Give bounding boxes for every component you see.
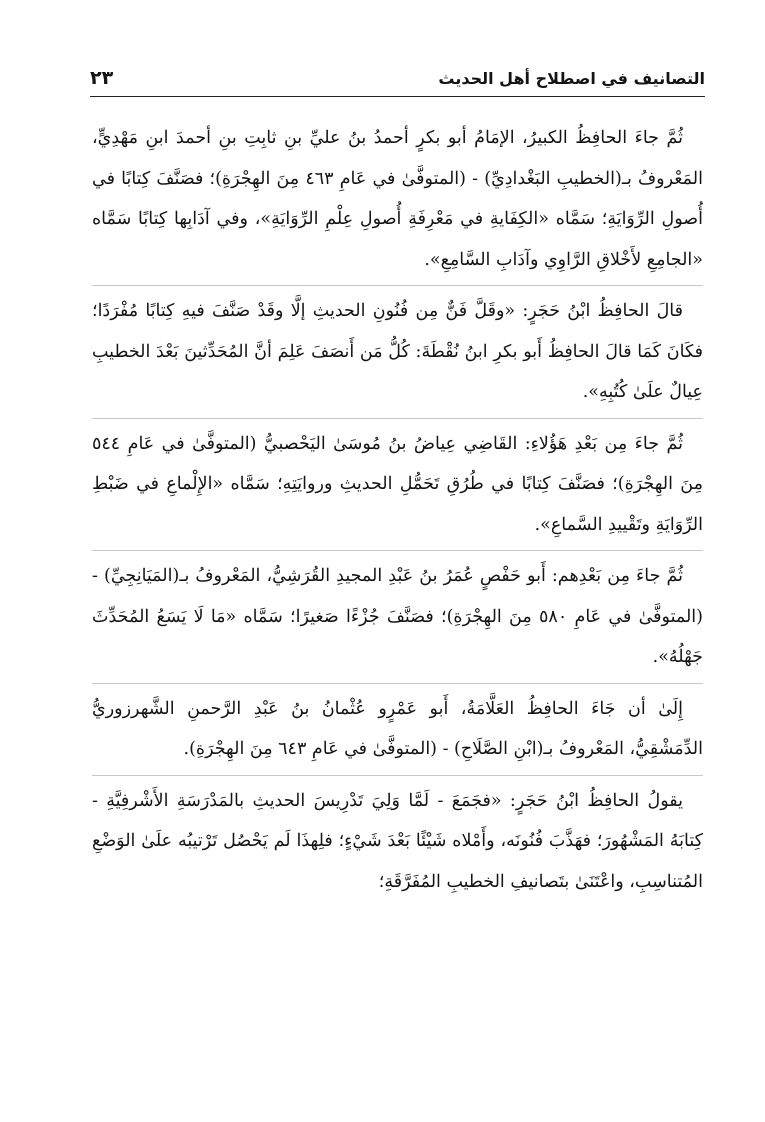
- paragraph-divider: [92, 550, 703, 551]
- running-title: التصانيف في اصطلاح أهل الحديث: [438, 68, 705, 88]
- paragraph-khatib: ثُمَّ جاءَ الحافِظُ الكبيرُ، الإمَامُ أبو بكرٍ أحمدُ بنُ عليِّ بنِ ثابِتِ بنِ أحمدَ ابنِ مَهْدِيٍّ، المَعْروفُ بـ(الخطيبِ البَغْدادِيِّ) - (المتوفَّىٰ في عَامِ ٤٦٣ مِنَ الهِجْرَةِ)؛ فصَنَّفَ كِتابًا في أُصولِ الرِّوَايَةِ؛ سَمَّاه «الكِفَايةِ في مَعْرِفَةِ أُصولِ عِلْمِ الرِّوَايَةِ»، وفي آدَابِها كِتابًا سَمَّاه «الجامِعِ لأَخْلاقِ الرَّاوِي وآدَابِ السَّامِعِ».: [92, 128, 703, 270]
- paragraph-divider: [92, 285, 703, 286]
- paragraph-ibn-hajar-ashrafiyya: يقولُ الحافِظُ ابْنُ حَجَرٍ: «فجَمَعَ - لَمَّا وَلِيَ تَدْرِيسَ الحديثِ بالمَدْرَسَةِ الأَشْرفِيَّةِ - كِتابَهُ المَشْهُورَ؛ فهَذَّبَ فُنُونَه، وأَمْلاه شَيْئًا بَعْدَ شَيْءٍ؛ فلِهذَا لَم يَحْصُل تَرْتيبُه علَىٰ الوَضْعِ المُتناسِبِ، واعْتَنَىٰ بتَصانيفِ الخطيبِ المُفَرَّقَةِ؛: [92, 790, 703, 892]
- body-text: [92, 118, 703, 902]
- paragraph-ibn-salah: إِلَىٰ أن جَاءَ الحافِظُ العَلَّامَةُ، أَبو عَمْرٍو عُثْمانُ بنُ عَبْدِ الرَّحمنِ الشَّهرزوريُّ الدِّمَشْقِيُّ، المَعْروفُ بـ(ابْنِ الصَّلَاحِ) - (المتوفَّىٰ في عَامِ ٦٤٣ مِنَ الهِجْرَةِ).: [92, 698, 703, 759]
- paragraph-divider: [92, 683, 703, 684]
- page-number: ٢٣: [90, 67, 114, 89]
- header-rule: [90, 96, 705, 97]
- paragraph-qadi-iyad: ثُمَّ جاءَ مِن بَعْدِ هَؤُلاءِ: القَاضِي عِياضُ بنُ مُوسَىٰ اليَحْصبيُّ (المتوفَّىٰ في عَامِ ٥٤٤ مِنَ الهِجْرَةِ)؛ فصَنَّفَ كِتابًا في طُرُقِ تَحَمُّلِ الحديثِ وروايَتِهِ؛ سَمَّاه «الإِلْماعِ في ضَبْطِ الرِّوَايَةِ وتَقْييدِ السَّماعِ».: [92, 433, 703, 535]
- paragraph-ibn-hajar-quote: قالَ الحافِظُ ابْنُ حَجَرٍ: «وقَلَّ فَنٌّ مِن فُنُونِ الحديثِ إلَّا وقَدْ صَنَّفَ فيهِ كِتابًا مُفْرَدًا؛ فكَانَ كَمَا قالَ الحافِظُ أَبو بكرِ ابنُ نُقْطَةَ: كُلُّ مَن أَنصَفَ عَلِمَ أنَّ المُحَدِّثينَ بَعْدَ الخطيبِ عِيالٌ علَىٰ كُتُبِهِ».: [92, 301, 703, 402]
- paragraph-divider: [92, 775, 703, 776]
- paragraph-mayanji: ثُمَّ جاءَ مِن بَعْدِهم: أَبو حَفْصٍ عُمَرُ بنُ عَبْدِ المجيدِ القُرَشِيُّ، المَعْروفُ بـ(المَيَانِجِيِّ) - (المتوفَّىٰ في عَامِ ٥٨٠ مِنَ الهِجْرَةِ)؛ فصَنَّفَ جُزْءًا صَغيرًا؛ سَمَّاه «مَا لَا يَسَعُ المُحَدِّثَ جَهْلُهُ».: [92, 566, 704, 667]
- paragraph-divider: [92, 418, 703, 419]
- running-header: [90, 62, 705, 94]
